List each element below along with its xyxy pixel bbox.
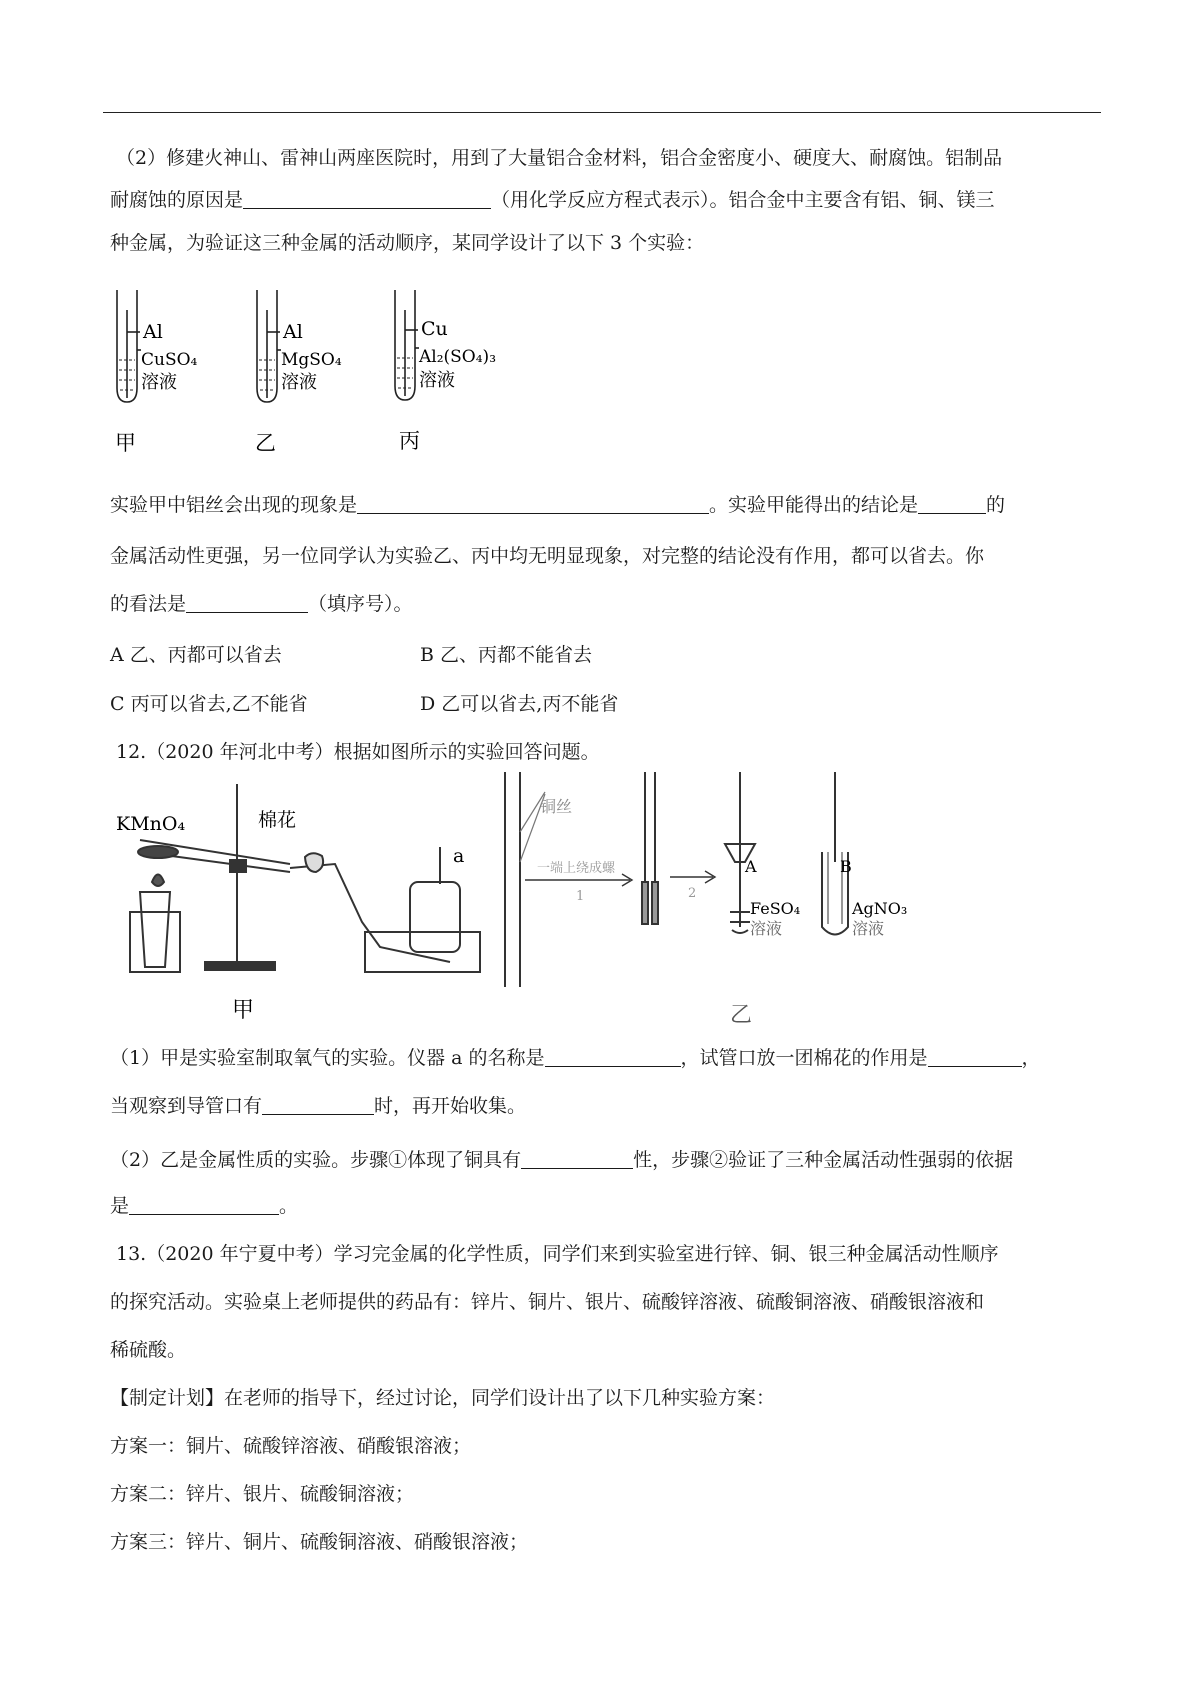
option-b[interactable]: B 乙、丙都不能省去 xyxy=(420,644,593,666)
q12-p2-line2: 是 。 xyxy=(110,1195,299,1217)
fig-jia-cotton: 棉花 xyxy=(258,809,297,831)
tube-jia-solution: CuSO₄ xyxy=(141,350,198,370)
fig-yi-wire: 铜丝 xyxy=(540,797,573,816)
tube-bing-solvent: 溶液 xyxy=(419,370,455,391)
fig-yi-step2: 2 xyxy=(688,886,697,901)
answer-blank-cotton[interactable] xyxy=(928,1048,1022,1067)
q11-line2: 耐腐蚀的原因是 （用化学反应方程式表示）。铝合金中主要含有铝、铜、镁三 xyxy=(110,189,995,211)
answer-blank-instrument[interactable] xyxy=(545,1048,681,1067)
tube-bing xyxy=(395,290,419,400)
q13-plan1: 方案一：铜片、硫酸锌溶液、硝酸银溶液； xyxy=(110,1435,472,1457)
q13-plan2: 方案二：锌片、银片、硫酸铜溶液； xyxy=(110,1483,415,1505)
option-a[interactable]: A 乙、丙都可以省去 xyxy=(110,644,282,666)
answer-blank-equation[interactable] xyxy=(243,190,491,209)
fig-yi-solvent-b: 溶液 xyxy=(852,919,885,938)
test-tubes-figure xyxy=(105,290,535,460)
fig-jia-a: a xyxy=(453,845,465,867)
fig-jia-label: 甲 xyxy=(232,998,255,1023)
answer-blank-property[interactable] xyxy=(521,1150,633,1169)
fig-jia-kmno4: KMnO₄ xyxy=(116,813,186,835)
answer-blank-basis[interactable] xyxy=(129,1196,279,1215)
fig-yi-label: 乙 xyxy=(730,1003,753,1028)
fig-yi-step1: 1 xyxy=(576,889,585,904)
tube-jia-solvent: 溶液 xyxy=(141,372,177,393)
answer-blank-phenomenon[interactable] xyxy=(357,495,709,514)
tube-bing-label: 丙 xyxy=(399,429,420,453)
answer-blank-collect[interactable] xyxy=(262,1096,374,1115)
q12-figure xyxy=(100,772,1100,1032)
q11-line3: 种金属，为验证这三种金属的活动顺序，某同学设计了以下 3 个实验： xyxy=(110,232,705,254)
tube-jia-metal: Al xyxy=(143,321,163,343)
q11-line5: 金属活动性更强，另一位同学认为实验乙、丙中均无明显现象，对完整的结论没有作用，都可以省去。你 xyxy=(110,545,985,567)
q13-plan3: 方案三：锌片、铜片、硫酸铜溶液、硝酸银溶液； xyxy=(110,1531,529,1553)
tube-yi xyxy=(257,290,281,402)
fig-yi-step1-text: 一端上绕成螺 xyxy=(537,861,616,876)
q12-title: 12.（2020 年河北中考）根据如图所示的实验回答问题。 xyxy=(116,741,600,763)
option-c[interactable]: C 丙可以省去,乙不能省 xyxy=(110,693,308,715)
tube-jia-label: 甲 xyxy=(115,431,136,455)
q12-p2-line1: （2）乙是金属性质的实验。步骤①体现了铜具有 性，步骤②验证了三种金属活动性强弱的依据 xyxy=(110,1149,1014,1171)
q13-line1: 13.（2020 年宁夏中考）学习完金属的化学性质，同学们来到实验室进行锌、铜、银三种金属活动性顺序 xyxy=(116,1243,999,1265)
tube-yi-solvent: 溶液 xyxy=(281,372,317,393)
tube-yi-metal: Al xyxy=(283,321,303,343)
q13-plan-head: 【制定计划】在老师的指导下，经过讨论，同学们设计出了以下几种实验方案： xyxy=(110,1387,776,1409)
fig-yi-sol-a: FeSO₄ xyxy=(750,899,801,918)
tube-yi-solution: MgSO₄ xyxy=(281,350,342,370)
fig-yi-solvent-a: 溶液 xyxy=(750,919,783,938)
header-rule xyxy=(103,112,1101,113)
fig-yi-tube-a: A xyxy=(745,857,757,876)
q11-line1: （2）修建火神山、雷神山两座医院时，用到了大量铝合金材料，铝合金密度小、硬度大、耐腐蚀。铝制品 xyxy=(116,147,1003,169)
option-d[interactable]: D 乙可以省去,丙不能省 xyxy=(420,693,619,715)
q12-p1-line2: 当观察到导管口有 时，再开始收集。 xyxy=(110,1095,527,1117)
tube-yi-label: 乙 xyxy=(255,431,276,455)
tube-bing-solution: Al₂(SO₄)₃ xyxy=(419,347,497,367)
q11-line4: 实验甲中铝丝会出现的现象是 。实验甲能得出的结论是 的 xyxy=(110,494,1006,516)
fig-yi-sol-b: AgNO₃ xyxy=(852,899,908,918)
q11-line6: 的看法是 （填序号）。 xyxy=(110,593,413,615)
tube-jia xyxy=(117,290,141,402)
q13-line3: 稀硫酸。 xyxy=(110,1339,187,1361)
q13-line2: 的探究活动。实验桌上老师提供的药品有：锌片、铜片、银片、硫酸锌溶液、硫酸铜溶液、硝酸银溶液和 xyxy=(110,1291,985,1313)
answer-blank-opinion[interactable] xyxy=(186,594,308,613)
fig-yi-tube-b: B xyxy=(840,857,852,876)
tube-bing-metal: Cu xyxy=(421,318,448,340)
q12-p1-line1: （1）甲是实验室制取氧气的实验。仪器 a 的名称是 ，试管口放一团棉花的作用是 ， xyxy=(110,1047,1041,1069)
answer-blank-conclusion[interactable] xyxy=(918,495,986,514)
